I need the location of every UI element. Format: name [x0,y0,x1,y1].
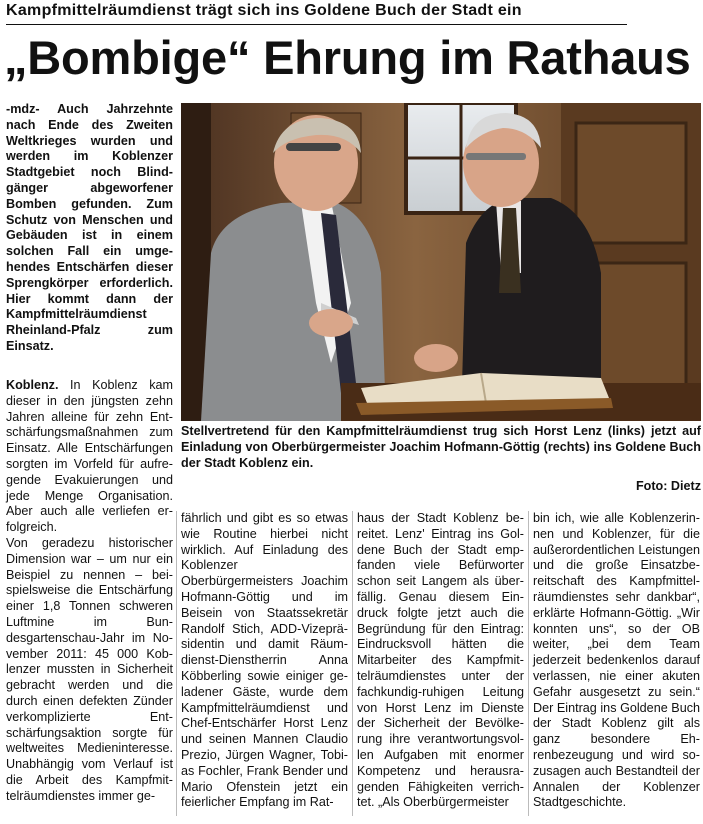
column-4-text: bin ich, wie alle Koblenzerinnen und Koblenzer, für die außerordentlichen Leistungen und die große Einsatzbereitschaft des Kampfmittelräumdienstes sehr dankbar“, erklärte Hofmann-Göttig. „Wir konnten uns“, so der OB weiter, „bei dem Team jederzeit bedenkenlos darauf verlassen, nie einer akuten Gefahr ausgesetzt zu sein.“ Der Eintrag ins Goldene Buch der Stadt Koblenz gilt als ganz besondere Ehrenbezeugung und wird sozusagen auch Bestandteil der Annalen der Koblenzer Stadtgeschichte. [533,511,700,810]
article-kicker: Kampfmittelräumdienst trägt sich ins Goldene Buch der Stadt ein [6,2,522,19]
photo-caption: Stellvertretend für den Kampfmittelräumdienst trug sich Horst Lenz (links) jetzt auf Einladung von Oberbürgermeister Joachim Hofmann-Göttig (rechts) ins Goldene Buch der Stadt Koblenz ein. [181,424,701,470]
column-divider [176,511,177,816]
lead-paragraph: -mdz- Auch Jahrzehnte nach Ende des Zweiten Weltkrieges wurden und werden im Koblenzer Stadtgebiet noch Blindgänger abgeworfener Bomben gefunden. Zum Schutz von Menschen und Gebäuden ist in einem solchen Fall ein umgehendes Entschärfen dieser Sprengkörper erforderlich. Hier kommt dann der Kampfmittelräumdienst Rheinland-Pfalz zum Einsatz. [6,102,173,353]
article-column-4 [533,511,700,811]
article-column-3 [357,511,524,811]
paragraph-1 [6,378,173,536]
kicker-underline [6,24,627,25]
article-photo [181,103,701,421]
column-3-text: haus der Stadt Koblenz bereitet. Lenz' Eintrag ins Goldene Buch der Stadt empfanden viele Befürworter schon seit Langem als überfällig. Genau diesem Eindruck folgte jetzt auch die Begründung für den Eintrag: Eindrucksvoll hätten die Mitarbeiter des Kampfmittelräumdienstes unter der fachkundig-ruhigen Leitung von Horst Lenz im Dienste der Sicherheit der Bevölkerung ihre verantwortungsvollen Aufgaben mit enormer Kompetenz und herausragenden Fähigkeiten verrichtet. „Als Oberbürgermeister [357,511,524,810]
column-divider [352,511,353,816]
paragraph-2: Von geradezu historischer Dimension war – um nur ein Beispiel zu nennen – beispielsweise die Entschärfung einer 1,8 Tonnen schweren Luftmine im Bundesgartenschau-Jahr im November 2011: 45 000 Koblenzer mussten in Sicherheit gebracht werden und die durch einen defekten Zünder verkomplizierte Entschärfungsaktion sorgte für weltweites Medieninteresse. Unabhängig vom Verlauf ist die Arbeit des Kampfmittelräumdienstes immer ge- [6,535,173,803]
column-divider [528,511,529,816]
photo-illustration [181,103,701,421]
paragraph-1-text: In Koblenz kam dieser in den jüngsten zehn Jahren alleine für zehn Entschärfungsmaßnahmen zum Einsatz. Alle Entschärfungen sorgten im Vorfeld für aufregende Evakuierungen und jede Menge Organisation. Aber auch alle verliefen erfolgreich. [6,378,173,535]
column-2-text: fährlich und gibt es so etwas wie Routine hierbei nicht wirklich. Auf Einladung des Koblenzer Oberbürgermeisters Joachim Hofmann-Göttig und im Beisein von Staatssekretär Randolf Stich, ADD-Vizepräsidentin und damit Räumdienst-Dienstherrin Anna Köbberling sowie einiger geladener Gäste, wurde dem Kampfmittelräumdienst und Chef-Entschärfer Horst Lenz und seinen Mannen Claudio Prezio, Jürgen Wagner, Tobias Fochler, Frank Bender und Mario Ofenstein jetzt ein feierlicher Empfang im Rat- [181,511,348,810]
article-column-1 [6,378,173,805]
article-lead [6,102,173,355]
article-column-2 [181,511,348,811]
photo-credit: Foto: Dietz [635,479,701,493]
article-headline: „Bombige“ Ehrung im Rathaus [4,31,691,84]
dateline: Koblenz. [6,378,59,392]
